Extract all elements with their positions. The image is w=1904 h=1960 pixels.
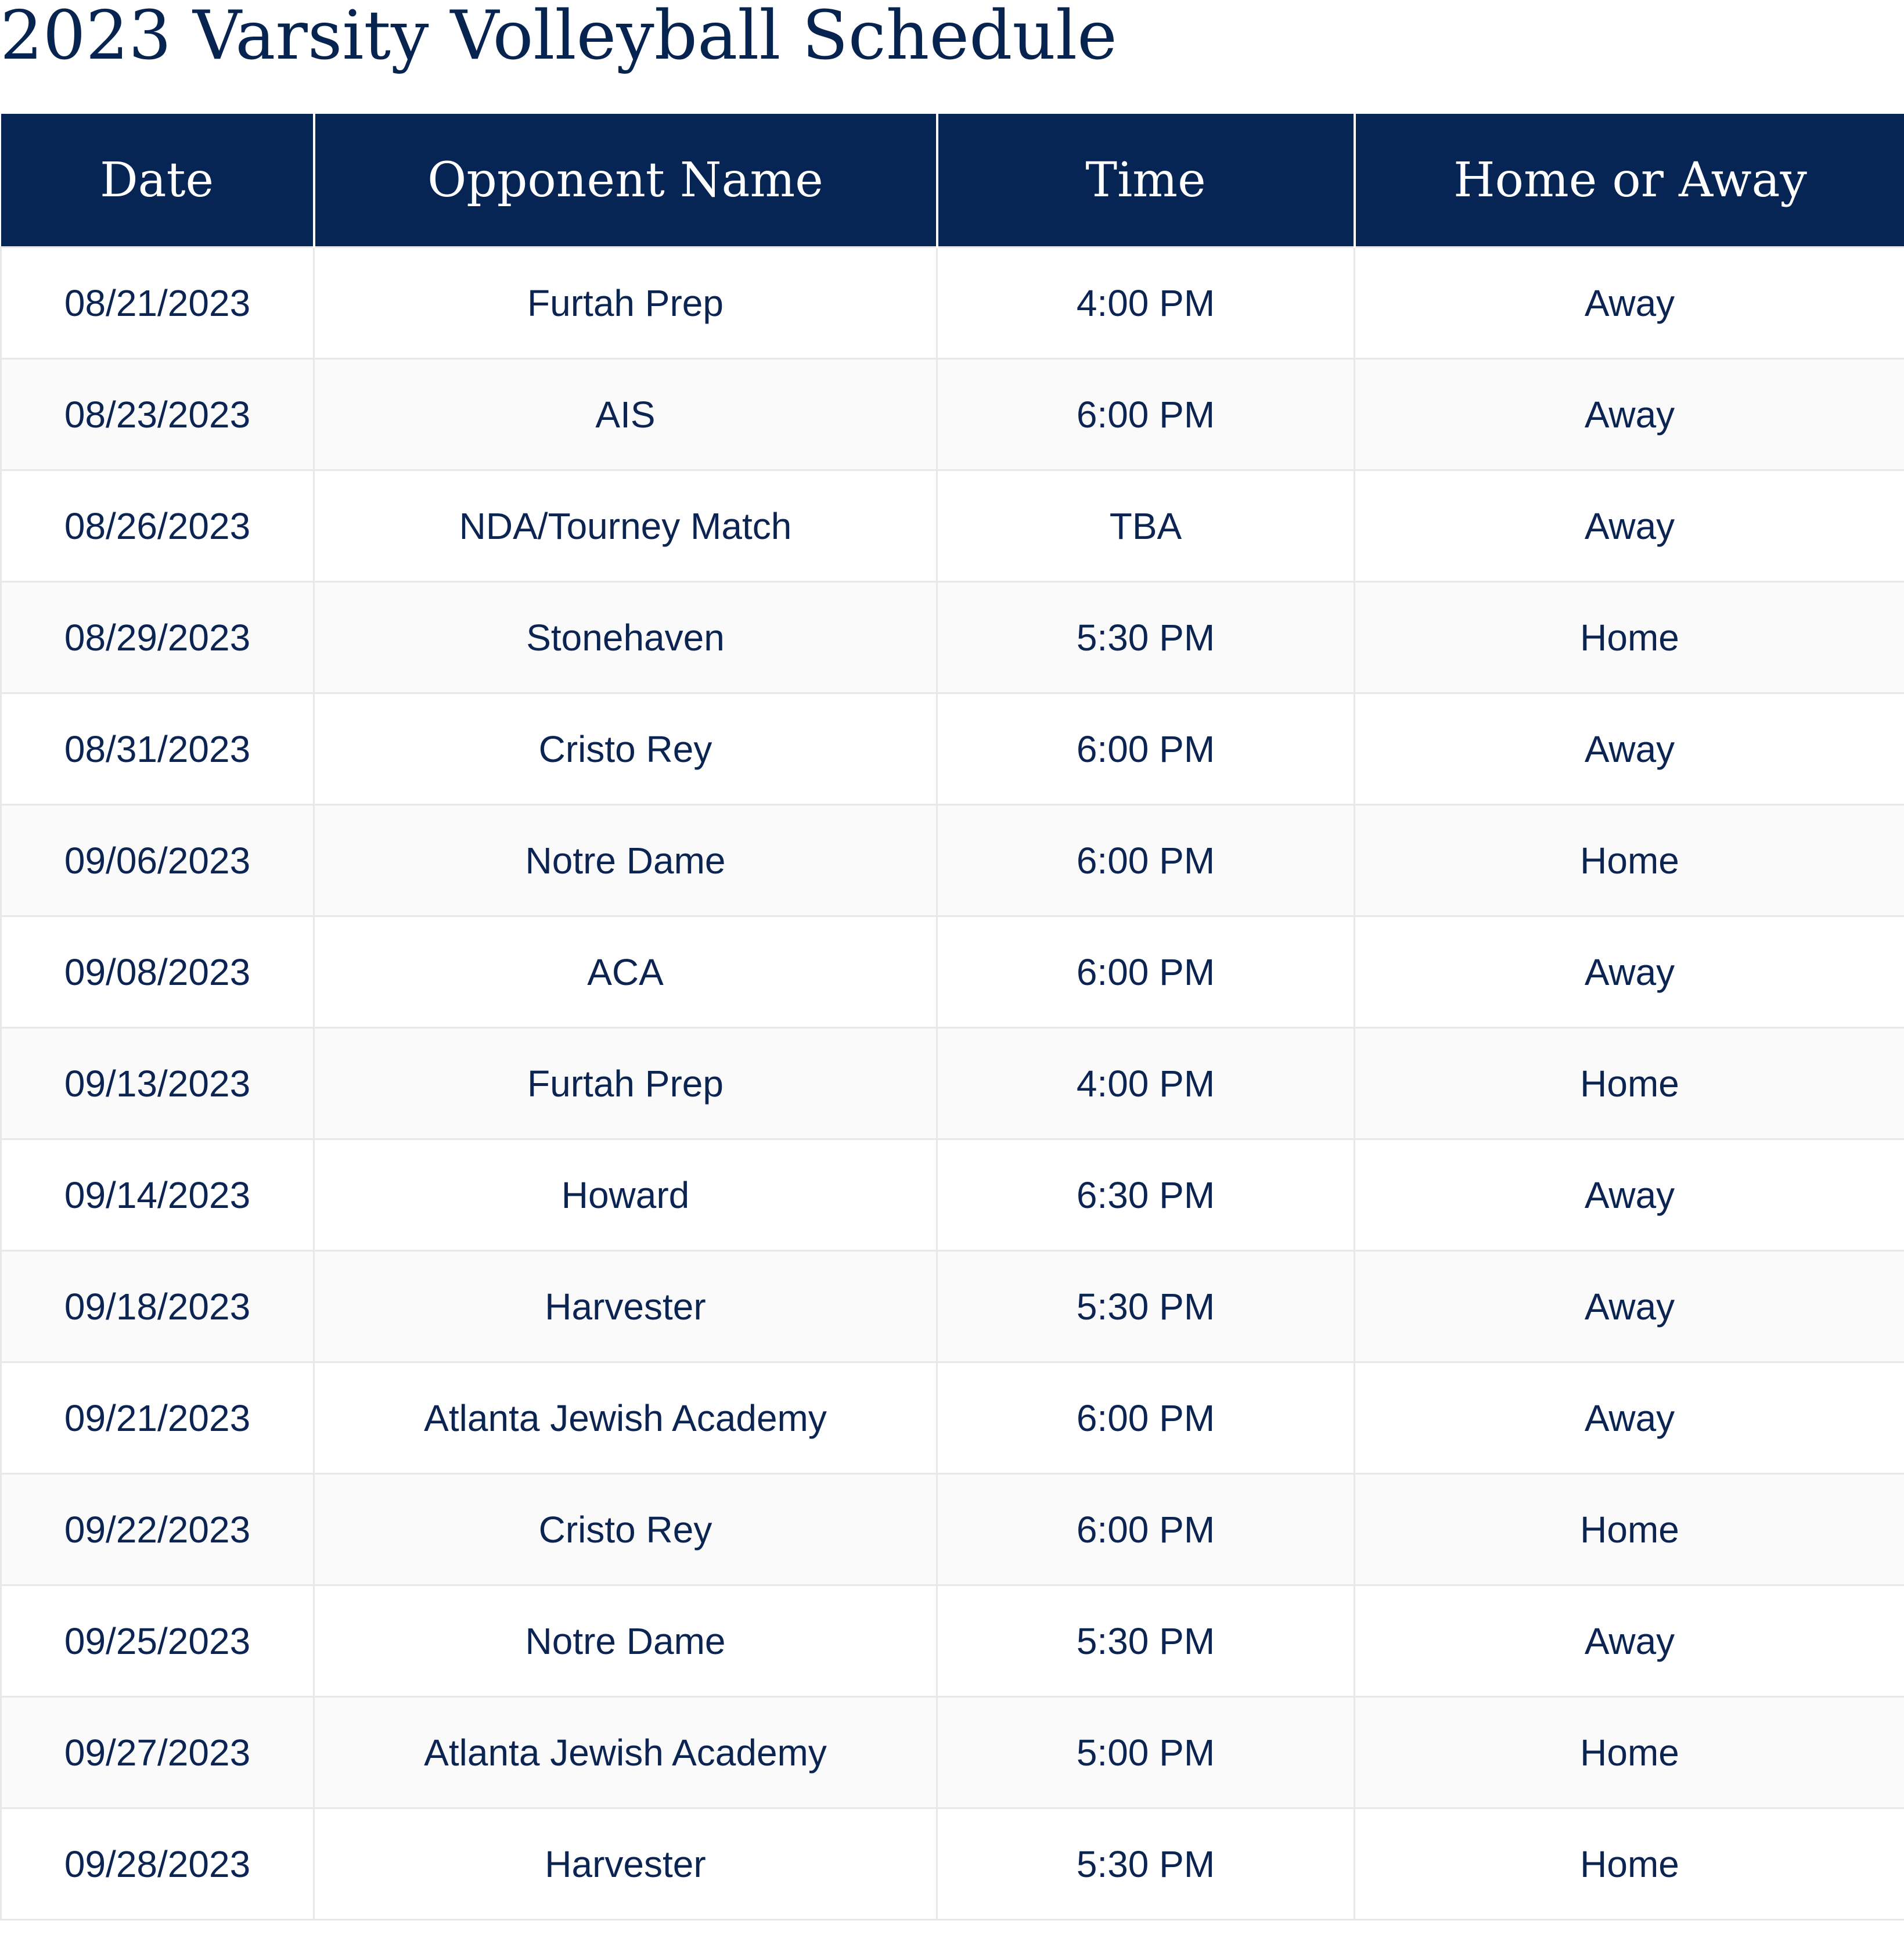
cell-home-away: Away <box>1355 693 1904 805</box>
cell-date: 08/31/2023 <box>1 693 314 805</box>
cell-date: 08/23/2023 <box>1 359 314 470</box>
table-row <box>1 916 1904 1028</box>
table-row <box>1 1697 1904 1808</box>
page-title: 2023 Varsity Volleyball Schedule <box>0 0 1117 75</box>
cell-time: 4:00 PM <box>937 1028 1355 1139</box>
cell-opponent: Notre Dame <box>314 805 937 916</box>
cell-date: 09/21/2023 <box>1 1362 314 1474</box>
cell-time: 5:30 PM <box>937 1585 1355 1697</box>
cell-opponent: AIS <box>314 359 937 470</box>
cell-date: 09/14/2023 <box>1 1139 314 1251</box>
table-row <box>1 1808 1904 1920</box>
cell-opponent: Harvester <box>314 1808 937 1920</box>
cell-home-away: Away <box>1355 1251 1904 1362</box>
cell-opponent: Cristo Rey <box>314 1474 937 1585</box>
cell-date: 08/21/2023 <box>1 247 314 359</box>
header-date: Date <box>1 114 314 247</box>
table-row <box>1 805 1904 916</box>
table-row <box>1 693 1904 805</box>
cell-date: 08/26/2023 <box>1 470 314 582</box>
cell-opponent: Stonehaven <box>314 582 937 693</box>
cell-time: 6:00 PM <box>937 693 1355 805</box>
cell-opponent: Atlanta Jewish Academy <box>314 1362 937 1474</box>
cell-home-away: Home <box>1355 1697 1904 1808</box>
table-header <box>1 114 1904 247</box>
cell-time: 6:00 PM <box>937 805 1355 916</box>
header-home-or-away: Home or Away <box>1355 114 1904 247</box>
cell-time: 6:30 PM <box>937 1139 1355 1251</box>
cell-home-away: Home <box>1355 1808 1904 1920</box>
cell-home-away: Away <box>1355 916 1904 1028</box>
cell-opponent: Furtah Prep <box>314 1028 937 1139</box>
cell-opponent: Harvester <box>314 1251 937 1362</box>
table-row <box>1 1585 1904 1697</box>
cell-home-away: Away <box>1355 359 1904 470</box>
cell-opponent: Atlanta Jewish Academy <box>314 1697 937 1808</box>
cell-home-away: Home <box>1355 805 1904 916</box>
cell-time: 5:30 PM <box>937 582 1355 693</box>
cell-home-away: Away <box>1355 1139 1904 1251</box>
cell-date: 08/29/2023 <box>1 582 314 693</box>
cell-home-away: Away <box>1355 247 1904 359</box>
cell-home-away: Away <box>1355 1585 1904 1697</box>
cell-date: 09/25/2023 <box>1 1585 314 1697</box>
cell-date: 09/08/2023 <box>1 916 314 1028</box>
cell-opponent: NDA/Tourney Match <box>314 470 937 582</box>
header-time: Time <box>937 114 1355 247</box>
cell-home-away: Home <box>1355 582 1904 693</box>
cell-date: 09/28/2023 <box>1 1808 314 1920</box>
cell-time: 6:00 PM <box>937 359 1355 470</box>
cell-date: 09/13/2023 <box>1 1028 314 1139</box>
cell-home-away: Home <box>1355 1028 1904 1139</box>
table-row <box>1 1139 1904 1251</box>
cell-opponent: Cristo Rey <box>314 693 937 805</box>
header-row <box>1 114 1904 247</box>
schedule-table <box>0 114 1904 1921</box>
cell-opponent: Howard <box>314 1139 937 1251</box>
cell-home-away: Away <box>1355 1362 1904 1474</box>
table-body <box>1 247 1904 1920</box>
cell-date: 09/27/2023 <box>1 1697 314 1808</box>
table-row <box>1 247 1904 359</box>
table-row <box>1 359 1904 470</box>
cell-opponent: Furtah Prep <box>314 247 937 359</box>
table-row <box>1 1251 1904 1362</box>
table-row <box>1 1474 1904 1585</box>
cell-home-away: Away <box>1355 470 1904 582</box>
table-row <box>1 1028 1904 1139</box>
cell-home-away: Home <box>1355 1474 1904 1585</box>
cell-opponent: Notre Dame <box>314 1585 937 1697</box>
table-row <box>1 470 1904 582</box>
cell-opponent: ACA <box>314 916 937 1028</box>
cell-time: 5:00 PM <box>937 1697 1355 1808</box>
table-row <box>1 582 1904 693</box>
cell-time: 5:30 PM <box>937 1808 1355 1920</box>
cell-time: 6:00 PM <box>937 1474 1355 1585</box>
cell-time: 6:00 PM <box>937 1362 1355 1474</box>
cell-time: 6:00 PM <box>937 916 1355 1028</box>
cell-date: 09/06/2023 <box>1 805 314 916</box>
cell-time: 5:30 PM <box>937 1251 1355 1362</box>
header-opponent-name: Opponent Name <box>314 114 937 247</box>
cell-time: TBA <box>937 470 1355 582</box>
table-row <box>1 1362 1904 1474</box>
cell-date: 09/22/2023 <box>1 1474 314 1585</box>
cell-date: 09/18/2023 <box>1 1251 314 1362</box>
cell-time: 4:00 PM <box>937 247 1355 359</box>
